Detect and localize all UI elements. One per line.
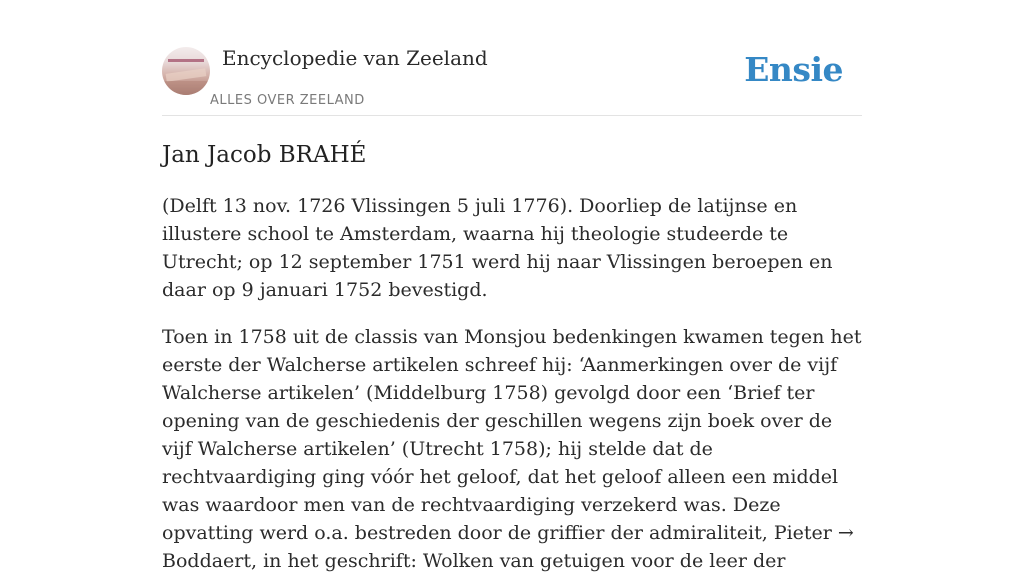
site-logo-avatar[interactable]: [162, 47, 210, 95]
article-paragraph: Toen in 1758 uit de classis van Monsjou bedenkingen kwamen tegen het eerste der Walcherse artikelen schreef hij: ‘Aanmerkingen over de vijf Walcherse artikelen’ (Middelburg 1758) gevolgd door een ‘Brief ter opening van de geschiedenis der geschillen wegens zijn boek over de vijf Walcherse artikelen’ (Utrecht 1758); hij stelde dat de rechtvaardiging ging vóór het geloof, dat het geloof alleen een middel was waardoor men van de rechtvaardiging verzekerd was. Deze opvatting werd o.a. bestreden door de griffier der admiraliteit, Pieter → Boddaert, in het geschrift: Wolken van getuigen voor de leer der: [162, 326, 862, 572]
site-subtitle: ALLES OVER ZEELAND: [210, 93, 365, 108]
avatar-detail: [168, 59, 204, 62]
site-title[interactable]: Encyclopedie van Zeeland: [222, 46, 488, 70]
brand-logo[interactable]: Ensie: [744, 50, 843, 89]
avatar-detail: [162, 81, 210, 95]
article-paragraph: (Delft 13 nov. 1726 Vlissingen 5 juli 1776). Doorliep de latijnse en illustere school te Amsterdam, waarna hij theologie studeerde te Utrecht; op 12 september 1751 werd hij naar Vlissingen beroepen en daar op 9 januari 1752 bevestigd.: [162, 195, 833, 301]
header-divider: [162, 115, 862, 116]
site-header: [162, 46, 862, 116]
article-title: Jan Jacob BRAHÉ: [162, 142, 367, 168]
article: [162, 138, 867, 575]
avatar-detail: [166, 68, 207, 81]
